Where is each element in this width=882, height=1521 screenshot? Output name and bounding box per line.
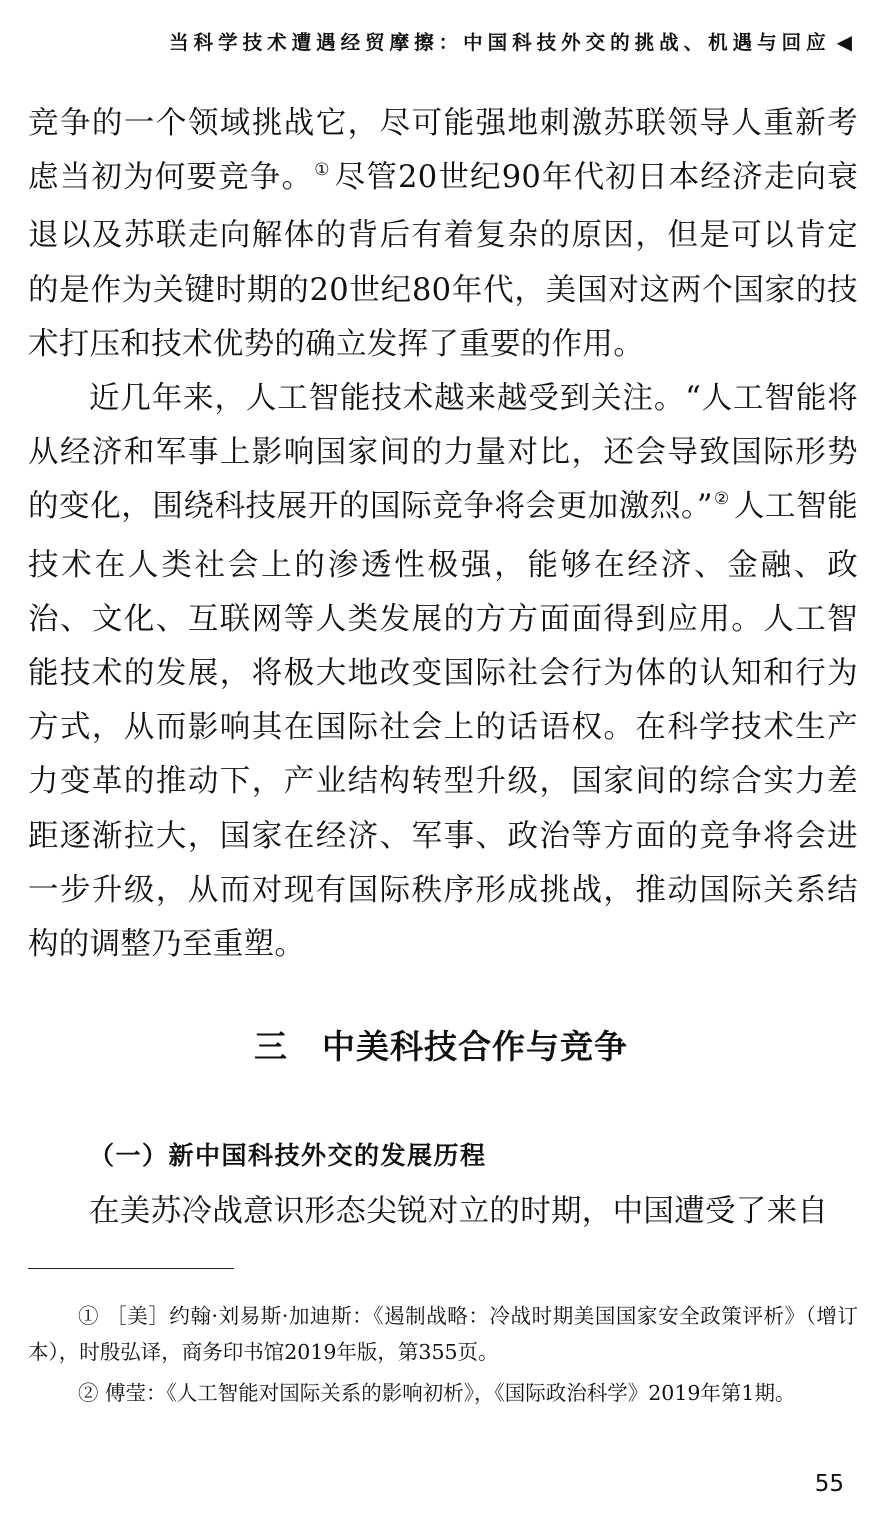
- paragraph-1-text-b: 尽管20世纪90年代初日本经济走向衰退以及苏联走向解体的背后有着复杂的原因，但是可以肯定的是作为关键时期的20世纪80年代，美国对这两个国家的技术打压和技术优势的确立发挥了重要的作用。: [28, 160, 858, 362]
- running-header-title: 当科学技术遭遇经贸摩擦：中国科技外交的挑战、机遇与回应: [169, 31, 831, 54]
- footnote-divider: [28, 1268, 234, 1269]
- body-text: [28, 97, 858, 972]
- footnote-2: ② 傅莹：《人工智能对国际关系的影响初析》，《国际政治科学》2019年第1期。: [78, 1381, 796, 1405]
- paragraph-2-text-a: 近几年来，人工智能技术越来越受到关注。“人工智能将从经济和军事上影响国家间的力量对比，还会导致国际形势的变化，围绕科技展开的国际竞争将会更加激烈。”: [28, 381, 858, 525]
- footnote-ref-2[interactable]: ②: [713, 489, 730, 510]
- subsection-title: （一）新中国科技外交的发展历程: [89, 1141, 487, 1170]
- section-title: 三 中美科技合作与竞争: [254, 1027, 628, 1066]
- paragraph-3-text: 在美苏冷战意识形态尖锐对立的时期，中国遭受了来自: [89, 1194, 829, 1229]
- paragraph-1-text-a: 竞争的一个领域挑战它，尽可能强地刺激苏联领导人重新考虑当初为何要竞争。: [28, 106, 858, 196]
- footnote-1: ① ［美］约翰·刘易斯·加迪斯：《遏制战略：冷战时期美国国家安全政策评析》（增订本），时殷弘译，商务印书馆2019年版，第355页。: [28, 1304, 858, 1364]
- paragraph-2: [28, 372, 858, 972]
- page-number: 55: [814, 1471, 844, 1497]
- paragraph-3: [28, 1185, 858, 1239]
- running-header: [60, 28, 852, 57]
- running-header-triangle-icon: ◀: [836, 30, 852, 54]
- paragraph-2-text-b: 人工智能技术在人类社会上的渗透性极强，能够在经济、金融、政治、文化、互联网等人类发展的方方面面得到应用。人工智能技术的发展，将极大地改变国际社会行为体的认知和行为方式，从而影响其在国际社会上的话语权。在科学技术生产力变革的推动下，产业结构转型升级，国家间的综合实力差距逐渐拉大，国家在经济、军事、政治等方面的竞争将会进一步升级，从而对现有国际秩序形成挑战，推动国际关系结构的调整乃至重塑。: [28, 489, 858, 963]
- footnote-ref-1[interactable]: ①: [314, 160, 331, 181]
- paragraph-1: [28, 97, 858, 372]
- footnotes: [28, 1298, 858, 1416]
